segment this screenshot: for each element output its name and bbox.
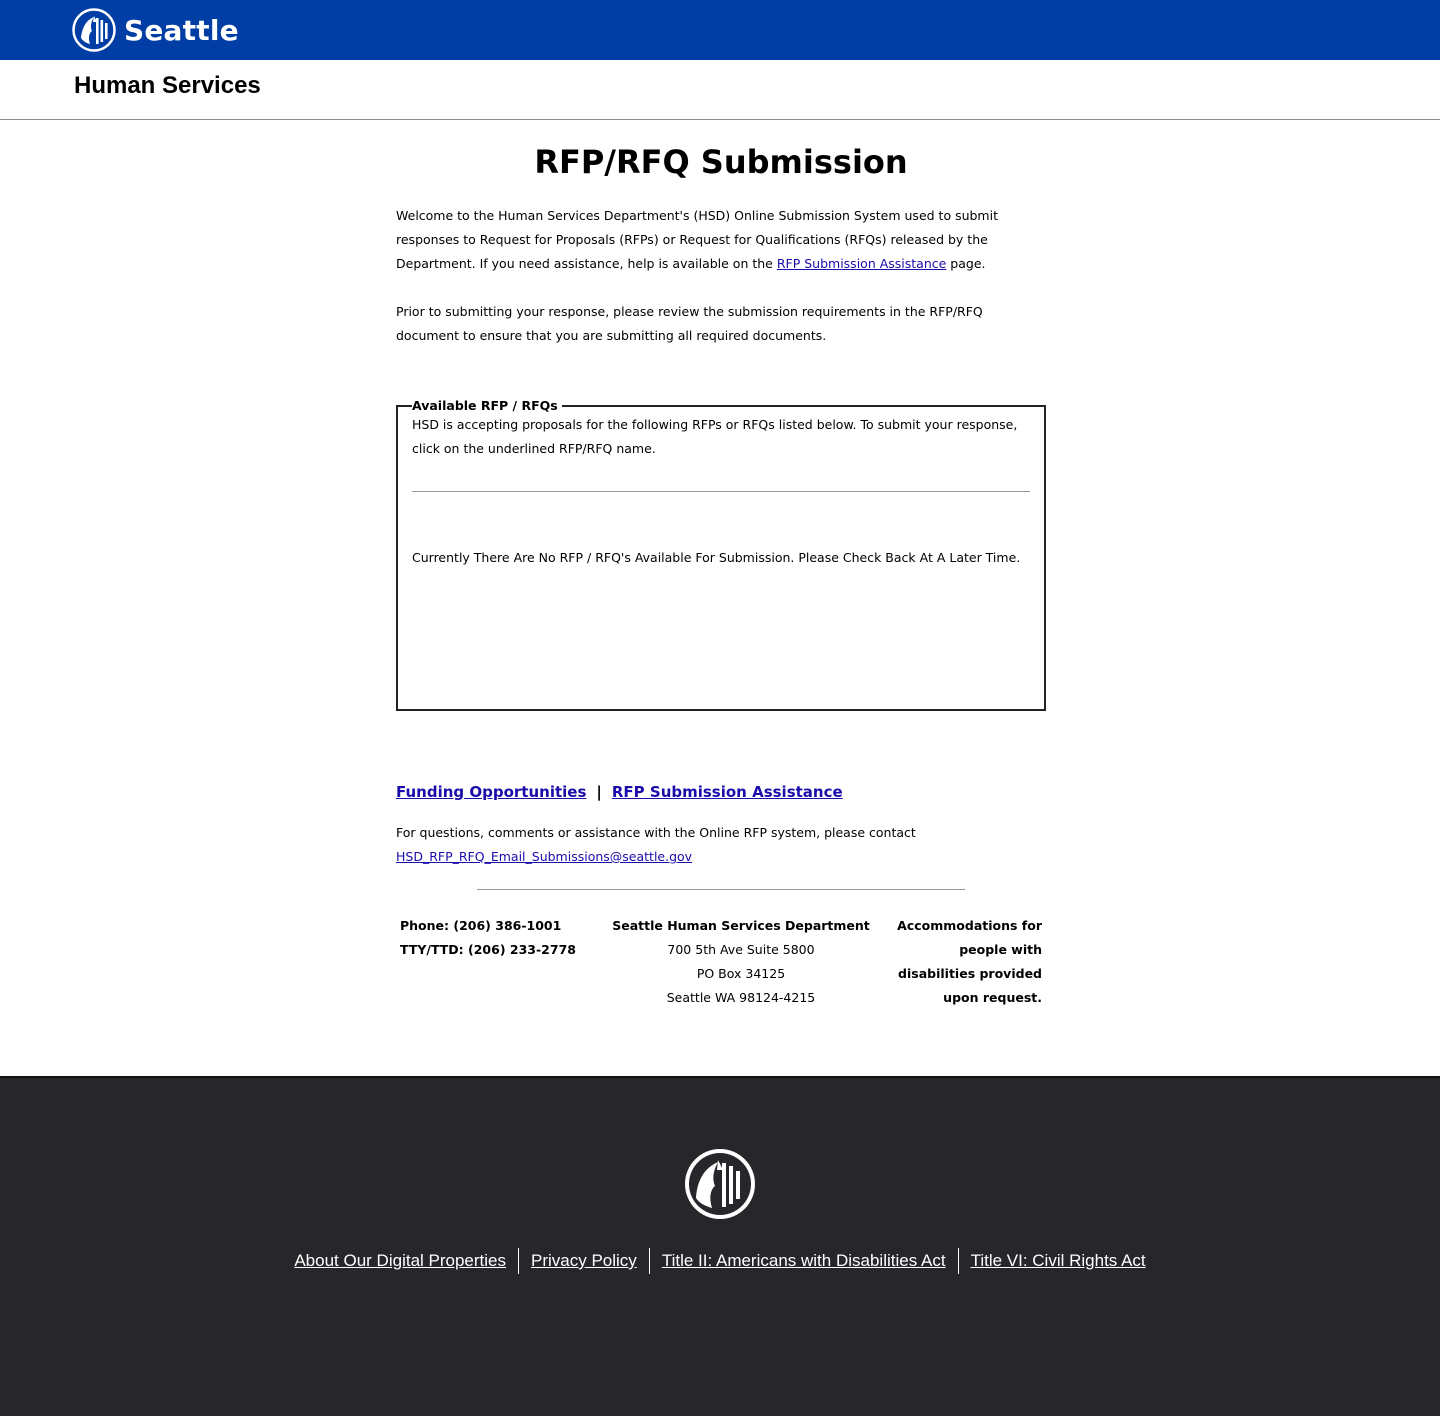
page-title: RFP/RFQ Submission [534,143,908,181]
phone-number: Phone: (206) 386-1001 [400,918,562,933]
tty-number: TTY/TTD: (206) 233-2778 [400,942,576,957]
rfp-box-description: HSD is accepting proposals for the following RFPs or RFQs listed below. To submit your response, click on the underlined RFP/RFQ name. [412,417,1018,456]
accommodations-note: Accommodations for people with disabilities provided upon request. [897,918,1042,1005]
department-bar [0,60,1440,120]
intro-tail: page. [946,256,986,271]
requirements-paragraph: Prior to submitting your response, please review the submission requirements in the RFP/RFQ document to ensure that you are submitting all required documents. [396,304,983,343]
rfp-empty-message: Currently There Are No RFP / RFQ's Available For Submission. Please Check Back At A Later Time. [412,550,1021,565]
available-rfp-box [396,398,1046,711]
seattle-seal-icon [684,1148,756,1220]
page-links [396,783,1046,801]
address-line-3: Seattle WA 98124-4215 [666,990,816,1005]
title-vi-civil-rights-link[interactable]: Title VI: Civil Rights Act [970,1251,1146,1270]
intro-text: Welcome to the Human Services Department's (HSD) Online Submission System used to submit responses to Request for Proposals (RFPs) or Request for Qualifications (RFQs) released by the Department. If you need assistance, help is available on the [396,208,998,271]
main-content [396,120,1046,1010]
seattle-seal-icon [72,8,116,52]
rfp-submission-assistance-link[interactable]: RFP Submission Assistance [611,783,843,801]
about-digital-properties-link[interactable]: About Our Digital Properties [294,1251,506,1270]
address-line-1: 700 5th Ave Suite 5800 [667,942,815,957]
privacy-policy-link[interactable]: Privacy Policy [531,1251,637,1270]
phone-block [400,914,590,1010]
address-block [611,914,871,1010]
funding-opportunities-link[interactable]: Funding Opportunities [396,783,587,801]
contact-info [396,821,1046,869]
site-footer [0,1076,1440,1416]
contact-text: For questions, comments or assistance with the Online RFP system, please contact [396,825,916,840]
top-bar [0,0,1440,60]
address-line-2: PO Box 34125 [696,966,786,981]
department-info [396,914,1046,1010]
brand-name: Seattle [124,13,239,47]
intro-paragraph [396,204,1046,276]
rfp-assistance-inline-link[interactable]: RFP Submission Assistance [776,256,947,271]
title-ii-ada-link[interactable]: Title II: Americans with Disabilities Act [661,1251,946,1270]
info-divider [477,889,965,890]
rfp-box-legend: Available RFP / RFQs [412,398,558,413]
link-separator: | [596,783,602,801]
department-title-link[interactable]: Human Services [74,72,261,99]
contact-email-link[interactable]: HSD_RFP_RFQ_Email_Submissions@seattle.gov [396,849,693,864]
legal-links [0,1248,1440,1274]
department-name: Seattle Human Services Department [612,918,870,933]
rfp-box-divider [412,491,1030,492]
seattle-home-link[interactable] [72,8,239,52]
